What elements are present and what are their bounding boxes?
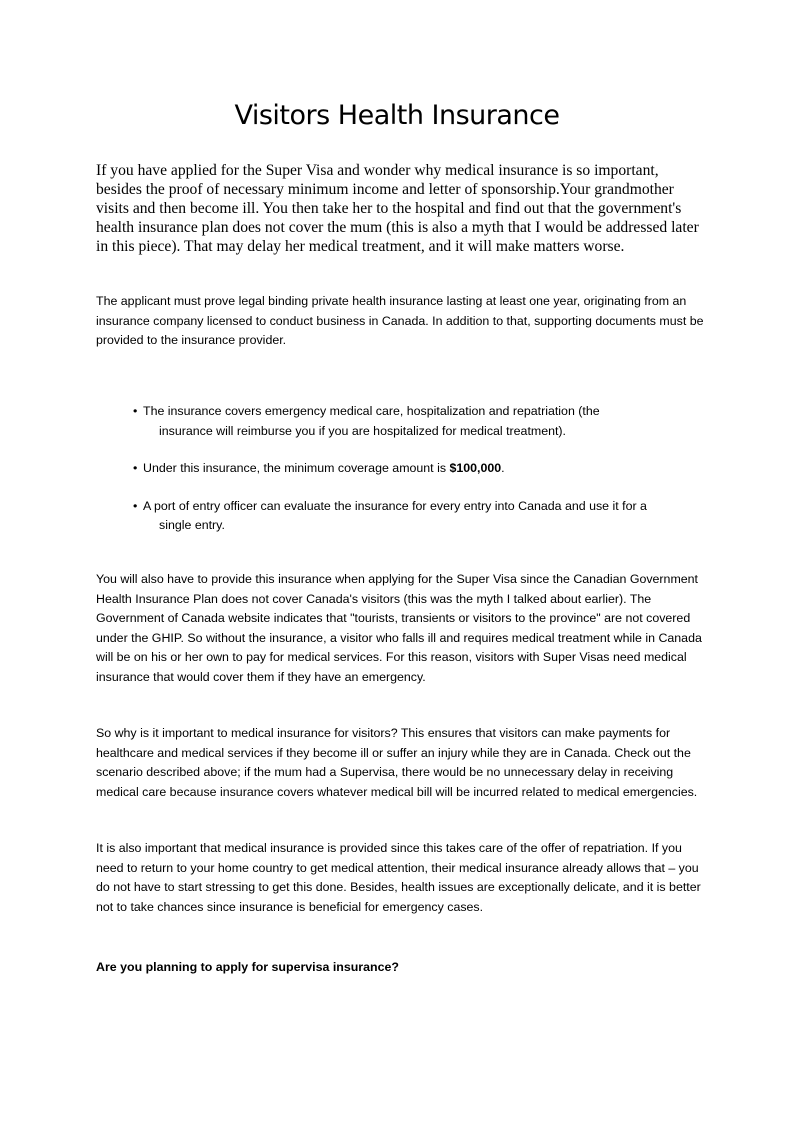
- closing-question: Are you planning to apply for supervisa insurance?: [96, 960, 399, 974]
- bullet-text-line: The insurance covers emergency medical care, hospitalization and repatriation (the: [143, 404, 600, 418]
- repatriation-paragraph: It is also important that medical insurance is provided since this takes care of the offer of repatriation. If you need to return to your home country to get medical attention, their medical insurance already allows that – you do not have to start stressing to get this done. Besides, health issues are exceptionally delicate, and it is better not to take chances since insurance is beneficial for emergency cases.: [96, 841, 701, 914]
- ghip-paragraph: You will also have to provide this insurance when applying for the Super Visa since the Canadian Government Health Insurance Plan does not cover Canada's visitors (this was the myth I talked about earlier). The Government of Canada website indicates that "tourists, transients or visitors to the province" are not covered under the GHIP. So without the insurance, a visitor who falls ill and requires medical treatment while in Canada will be on his or her own to pay for medical services. For this reason, visitors with Super Visas need medical insurance that would cover them if they have an emergency.: [96, 572, 702, 684]
- list-item: [133, 497, 708, 536]
- requirements-paragraph: The applicant must prove legal binding private health insurance lasting at least one year, originating from an insurance company licensed to conduct business in Canada. In addition to that, supporting documents must be provided to the insurance provider.: [96, 294, 704, 347]
- intro-paragraph: If you have applied for the Super Visa and wonder why medical insurance is so important, besides the proof of necessary minimum income and letter of sponsorship.Your grandmother visits and then become ill. You then take her to the hospital and find out that the government's health insurance plan does not cover the mum (this is also a myth that I would be addressed later in this piece). That may delay her medical treatment, and it will make matters worse.: [96, 162, 699, 255]
- bullet-text-line: single entry.: [159, 518, 225, 532]
- page-title: Visitors Health Insurance: [234, 100, 560, 131]
- list-item: [133, 459, 708, 479]
- coverage-bullet-list: [133, 402, 708, 554]
- bullet-icon: •: [133, 404, 138, 418]
- coverage-amount: $100,000: [449, 461, 502, 475]
- importance-paragraph: So why is it important to medical insurance for visitors? This ensures that visitors can make payments for healthcare and medical services if they become ill or suffer an injury while they are in Canada. Check out the scenario described above; if the mum had a Supervisa, there would be no unnecessary delay in receiving medical care because insurance covers whatever medical bill will be incurred related to medical emergencies.: [96, 726, 698, 799]
- bullet-icon: •: [133, 498, 138, 513]
- bullet-text-line: insurance will reimburse you if you are hospitalized for medical treatment).: [159, 423, 567, 438]
- bullet-text: .: [501, 461, 505, 475]
- bullet-text-line: [143, 459, 708, 479]
- bullet-text: Under this insurance, the minimum coverage amount is: [143, 461, 450, 475]
- list-item: [133, 402, 708, 441]
- bullet-text-line: A port of entry officer can evaluate the insurance for every entry into Canada and use it for a: [143, 498, 647, 513]
- bullet-icon: •: [133, 461, 138, 475]
